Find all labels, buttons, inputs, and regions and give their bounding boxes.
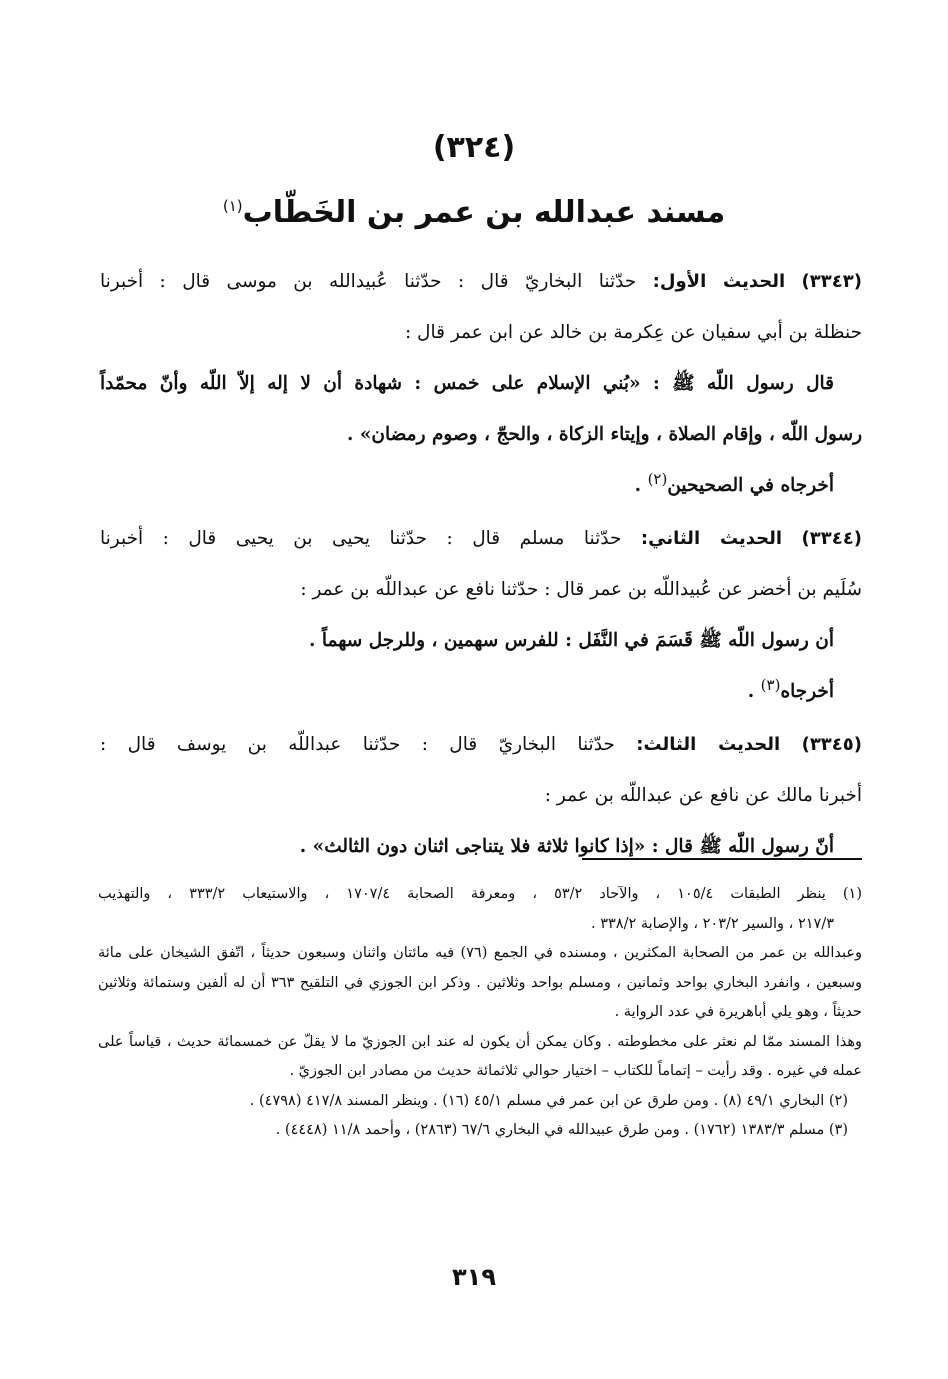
hadith-3-isnad-line-1 [100,719,862,770]
title-footnote-ref: (١) [222,197,243,215]
footnote-1-line-2: ٢١٧/٣ ، والسير ٢٠٣/٢ ، والإصابة ٣٣٨/٢ . [591,915,834,932]
hadith-1-takhrij-text: أخرجاه في الصحيحين [667,475,834,496]
hadith-1-takhrij-end: . [634,475,648,496]
footnote-1-paragraph-3: وهذا المسند ممّا لم نعثر على مخطوطته . وكان يمكن أن يكون له عند ابن الجوزيّ ما لا يقلّ عن خمسمائة حديث ، قياساً على عمله في غيره . وقد رأيت – إتماماً للكتاب – اختيار حوالي ثلاثمائة حديث من مصادر ابن الجوزيّ . [98,1033,862,1079]
section-number: (٣٢٤) [432,130,516,165]
footnote-2: (٢) البخاري ٤٩/١ (٨) . ومن طرق عن ابن عمر في مسلم ٤٥/١ (١٦) . وينظر المسند ٤١٧/٨ (٤٧٩٨) . [249,1092,848,1109]
hadith-2-number: (٣٣٤٤) [801,528,862,549]
footnotes [98,880,862,1146]
musnad-title [0,190,948,236]
hadith-2-isnad-line-2: سُلَيم بن أخضر عن عُبيداللّه بن عمر قال : حدّثنا نافع عن عبداللّه بن عمر : [300,579,862,600]
hadith-3-number: (٣٣٤٥) [801,734,862,755]
hadith-1-label: الحديث الأول: [652,271,786,292]
hadith-2-takhrij-text: أخرجاه [780,681,834,702]
musnad-title-text: مسند عبدالله بن عمر بن الخَطّاب [242,195,726,230]
hadith-3-label: الحديث الثالث: [636,734,781,755]
hadith-3-isnad-line-2: أخبرنا مالك عن نافع عن عبداللّه بن عمر : [544,785,862,806]
hadith-2-takhrij [100,666,862,717]
hadith-1-isnad-line-2: حنظلة بن أبي سفيان عن عِكرمة بن خالد عن ابن عمر قال : [404,322,862,343]
hadith-2-isnad-line-1 [100,513,862,564]
hadith-1-takhrij [100,460,862,511]
footnote-1-paragraph-2: وعبدالله بن عمر من الصحابة المكثرين ، ومسنده في الجمع (٧٦) فيه مائتان واثنان وسبعون حديثاً ، اتّفق الشيخان على مائة وسبعين ، وانفرد البخاري بواحد وثمانين ، ومسلم بواحد وثلاثين . وذكر ابن الجوزي في التلقيح ٣٦٣ أن له ألفين وستمائة وثلاثين حديثاً ، وهو يلي أباهريرة في عدد الرواية . [98,945,863,1020]
hadith-2-label: الحديث الثاني: [640,528,783,549]
footnote-separator [582,858,862,860]
hadith-body [100,254,862,872]
hadith-2-isnad-text-1: حدّثنا مسلم قال : حدّثنا يحيى بن يحيى قال : أخبرنا [100,528,622,549]
hadith-1-matn-line-2: رسول اللّه ، وإقام الصلاة ، وإيتاء الزكاة ، والحجّ ، وصوم رمضان» . [346,424,862,445]
hadith-1-isnad-text-1: حدّثنا البخاريّ قال : حدّثنا عُبيدالله بن موسى قال : أخبرنا [100,271,637,292]
hadith-1-matn-line-1: قال رسول اللّه ﷺ : «بُني الإسلام على خمس : شهادة أن لا إله إلاّ اللّه وأنّ محمّداً [100,373,834,394]
hadith-3-matn-line-1: أنّ رسول اللّه ﷺ قال : «إذا كانوا ثلاثة فلا يتناجى اثنان دون الثالث» . [299,836,834,857]
footnote-1-line-1: (١) ينظر الطبقات ١٠٥/٤ ، والآحاد ٥٣/٢ ، ومعرفة الصحابة ١٧٠٧/٤ ، والاستيعاب ٣٣٣/٢ ، والتهذيب [98,886,862,902]
footnote-3: (٣) مسلم ١٣٨٣/٣ (١٧٦٢) . ومن طرق عبيدالله في البخاري ٦٧/٦ (٢٨٦٣) ، وأحمد ١١/٨ (٤٤٤٨) . [275,1122,848,1138]
hadith-1-isnad-line-1 [100,256,862,307]
hadith-2-matn-line-1: أن رسول اللّه ﷺ قَسَمَ في النَّفَل : للفرس سهمين ، وللرجل سهماً . [309,630,834,651]
hadith-3-isnad-text-1: حدّثنا البخاريّ قال : حدّثنا عبداللّه بن يوسف قال : [100,734,615,755]
hadith-2-takhrij-end: . [747,681,761,702]
hadith-1-number: (٣٣٤٣) [801,271,862,292]
page-number: ٣١٩ [452,1263,496,1291]
hadith-2-footnote-ref: (٣) [760,675,781,694]
hadith-1-footnote-ref: (٢) [647,469,668,488]
